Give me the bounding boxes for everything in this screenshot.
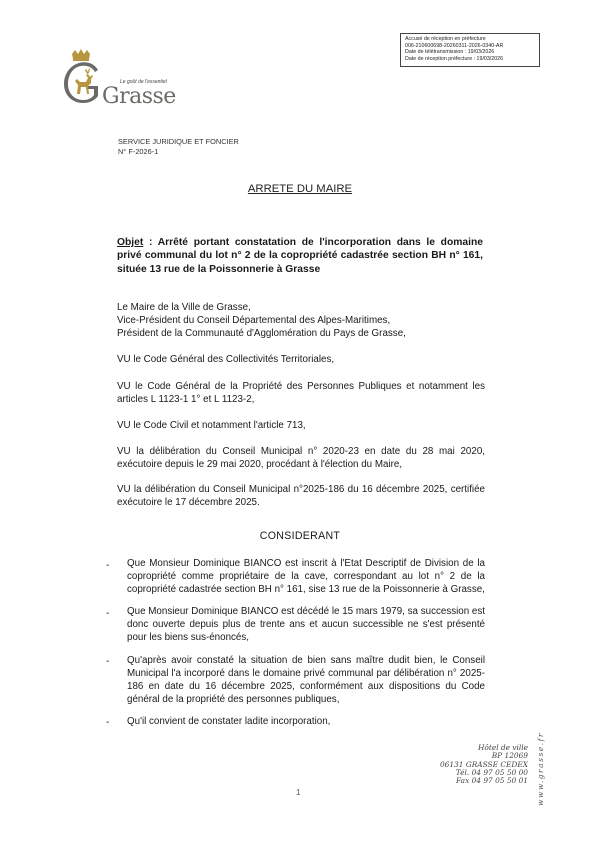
considerant-item: Que Monsieur Dominique BIANCO est inscrit à l'Etat Descriptif de Division de la copropriété comme propriétaire de la cave, correspondant au lot n° 2 de la copropriété cadastrée section BH n° 161, sise 13 rue de la Poissonnerie à Grasse, <box>127 558 485 595</box>
service-reference <box>118 137 239 157</box>
mayor-line-2: Vice-Président du Conseil Départemental des Alpes-Maritimes, <box>117 315 391 326</box>
bullet-dash: - <box>106 717 110 728</box>
vu-clause: VU le Code Civil et notamment l'article 713, <box>117 420 306 431</box>
objet-paragraph <box>117 236 483 276</box>
page-number: 1 <box>296 788 301 797</box>
bullet-dash: - <box>106 560 110 571</box>
mayor-line-3: Président de la Communauté d'Agglomération du Pays de Grasse, <box>117 328 406 339</box>
objet-label: Objet <box>117 237 144 248</box>
vu-clause: VU la délibération du Conseil Municipal n°2025-186 du 16 décembre 2025, certifiée exécutoire le 17 décembre 2025. <box>117 484 485 508</box>
prefecture-receipt-id: 006-210600698-20260311-2026-0340-AR <box>405 42 504 49</box>
city-hall-address <box>400 744 528 785</box>
bullet-dash: - <box>106 608 110 619</box>
logo-tagline: Le goût de l'essentiel <box>120 79 167 85</box>
considerant-item: Qu'il convient de constater ladite incorporation, <box>127 716 331 727</box>
considerant-item: Que Monsieur Dominique BIANCO est décédé le 15 mars 1979, sa succession est donc ouverte depuis plus de trente ans et aucun successible ne s'est présenté pour les biens sus-énoncés, <box>127 606 485 643</box>
mayor-titles <box>117 301 485 340</box>
bullet-dash: - <box>106 656 110 667</box>
prefecture-reception-date: Date de réception préfecture : 19/03/2026 <box>405 55 504 62</box>
considerant-heading: CONSIDERANT <box>259 530 341 542</box>
address-fax: Fax 04 97 05 50 01 <box>456 776 528 786</box>
vu-clause: VU la délibération du Conseil Municipal n° 2020-23 en date du 28 mai 2020, exécutoire depuis le 29 mai 2020, procédant à l'élection du Maire, <box>117 446 485 470</box>
document-title: ARRETE DU MAIRE <box>247 183 353 195</box>
prefecture-receipt-title: Accusé de réception en préfecture <box>405 36 486 42</box>
address-line-2: BP 12069 <box>491 751 528 761</box>
website-url: www.grasse.fr <box>536 732 545 806</box>
mayor-line-1: Le Maire de la Ville de Grasse, <box>117 302 251 313</box>
considerant-item: Qu'après avoir constaté la situation de bien sans maître dudit bien, le Conseil Municipal l'a incorporé dans le domaine privé communal par délibération n° 2025-186 en date du 16 décembre 2025, conformément aux dispositions du Code général de la propriété des personnes publiques, <box>127 655 485 705</box>
vu-clause: VU le Code Général des Collectivités Territoriales, <box>117 354 335 365</box>
website-vertical <box>530 732 545 806</box>
address-line-3: 06131 GRASSE CEDEX <box>439 759 528 769</box>
arrete-number: N° F-2026-1 <box>118 147 159 156</box>
prefecture-receipt-box <box>400 33 540 67</box>
service-name: SERVICE JURIDIQUE ET FONCIER <box>118 137 239 146</box>
vu-clause: VU le Code Général de la Propriété des Personnes Publiques et notamment les articles L 1123-1 1° et L 1123-2, <box>117 381 485 405</box>
address-line-1: Hôtel de ville <box>477 743 528 752</box>
address-phone: Tél. 04 97 05 50 00 <box>455 767 528 777</box>
objet-text: : Arrêté portant constatation de l'incorporation dans le domaine privé communal du lot n° 2 de la copropriété cadastrée section BH n° 161, située 13 rue de la Poissonnerie à Grasse <box>117 237 483 275</box>
logo-wordmark: Grasse <box>102 84 176 109</box>
city-logo <box>58 48 188 110</box>
prefecture-transmission-date: Date de télétransmission : 19/03/2026 <box>405 49 495 56</box>
